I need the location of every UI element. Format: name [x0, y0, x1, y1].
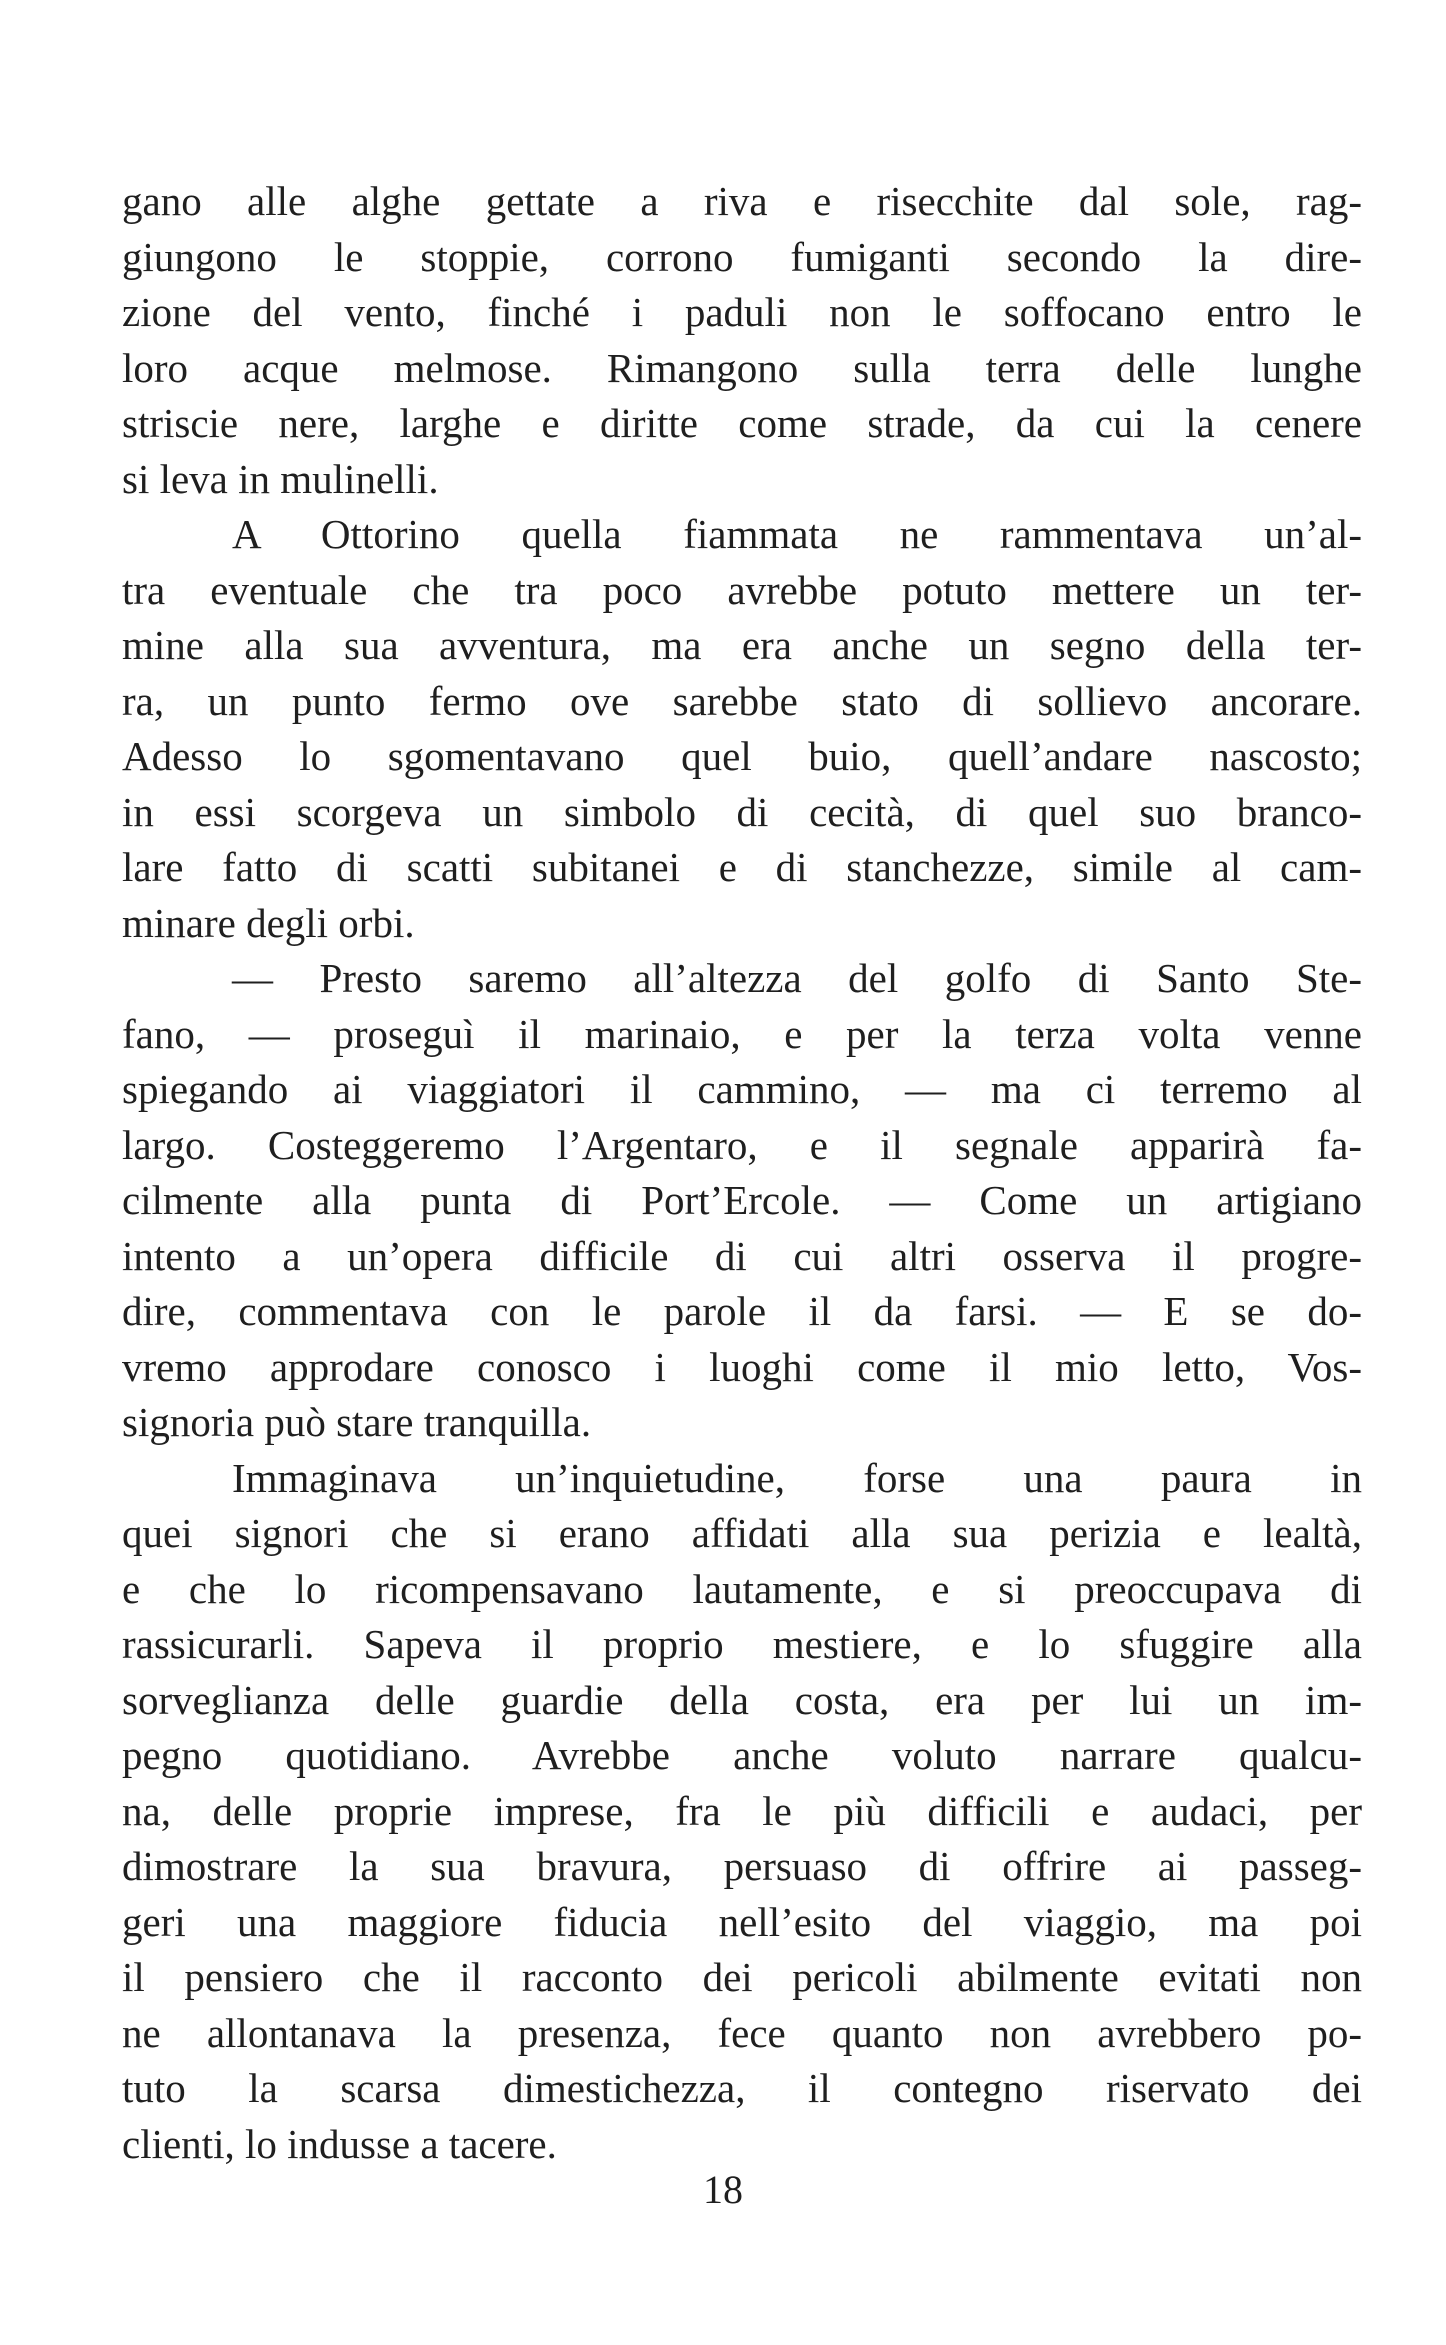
text-line: clienti, lo indusse a tacere.	[122, 2120, 557, 2167]
text-line: mine alla sua avventura, ma era anche un segno della ter-	[122, 622, 1362, 668]
text-line: tuto la scarsa dimestichezza, il contegno riservato dei	[122, 2065, 1362, 2111]
text-line: geri una maggiore fiducia nell’esito del viaggio, ma poi	[122, 1898, 1362, 1945]
text-line: dimostrare la sua bravura, persuaso di offrire ai passeg-	[122, 1843, 1362, 1889]
text-line: si leva in mulinelli.	[122, 455, 439, 502]
text-line: Immaginava un’inquietudine, forse una paura in	[232, 1454, 1362, 1501]
text-line: Adesso lo sgomentavano quel buio, quell’andare nascosto;	[122, 733, 1362, 779]
text-line: in essi scorgeva un simbolo di cecità, di quel suo branco-	[122, 788, 1362, 835]
text-line: A Ottorino quella fiammata ne rammentava un’al-	[232, 511, 1362, 557]
text-line: quei signori che si erano affidati alla sua perizia e lealtà,	[122, 1510, 1362, 1556]
text-line: tra eventuale che tra poco avrebbe potuto mettere un ter-	[122, 566, 1362, 613]
text-line: vremo approdare conosco i luoghi come il mio letto, Vos-	[122, 1343, 1362, 1390]
text-line: signoria può stare tranquilla.	[122, 1399, 592, 1445]
body-text	[122, 174, 1362, 2172]
text-line: giungono le stoppie, corrono fumiganti secondo la dire-	[122, 233, 1362, 280]
text-line: sorveglianza delle guardie della costa, era per lui un im-	[122, 1676, 1362, 1723]
text-line: largo. Costeggeremo l’Argentaro, e il segnale apparirà fa-	[122, 1121, 1362, 1168]
text-line: zione del vento, finché i paduli non le soffocano entro le	[122, 289, 1362, 335]
text-line: spiegando ai viaggiatori il cammino, — ma ci terremo al	[122, 1066, 1362, 1112]
text-line: na, delle proprie imprese, fra le più difficili e audaci, per	[122, 1787, 1362, 1834]
text-line: gano alle alghe gettate a riva e risecchite dal sole, rag-	[122, 178, 1362, 224]
text-line: — Presto saremo all’altezza del golfo di Santo Ste-	[232, 955, 1362, 1001]
text-line: pegno quotidiano. Avrebbe anche voluto narrare qualcu-	[122, 1732, 1362, 1778]
text-line: ra, un punto fermo ove sarebbe stato di sollievo ancorare.	[122, 677, 1362, 724]
text-line: intento a un’opera difficile di cui altri osserva il progre-	[122, 1232, 1362, 1279]
text-line: minare degli orbi.	[122, 899, 415, 946]
text-line: il pensiero che il racconto dei pericoli abilmente evitati non	[122, 1954, 1362, 2000]
text-line: loro acque melmose. Rimangono sulla terra delle lunghe	[122, 344, 1362, 391]
page-number: 18	[703, 2167, 743, 2212]
text-line: lare fatto di scatti subitanei e di stanchezze, simile al cam-	[122, 844, 1362, 890]
text-line: ne allontanava la presenza, fece quanto non avrebbero po-	[122, 2009, 1362, 2056]
text-line: dire, commentava con le parole il da farsi. — E se do-	[122, 1288, 1362, 1334]
text-line: rassicurarli. Sapeva il proprio mestiere, e lo sfuggire alla	[122, 1621, 1362, 1667]
text-line: cilmente alla punta di Port’Ercole. — Come un artigiano	[122, 1177, 1362, 1223]
text-line: e che lo ricompensavano lautamente, e si preoccupava di	[122, 1565, 1362, 1612]
text-line: striscie nere, larghe e diritte come strade, da cui la cenere	[122, 400, 1362, 446]
text-line: fano, — proseguì il marinaio, e per la terza volta venne	[122, 1010, 1362, 1057]
